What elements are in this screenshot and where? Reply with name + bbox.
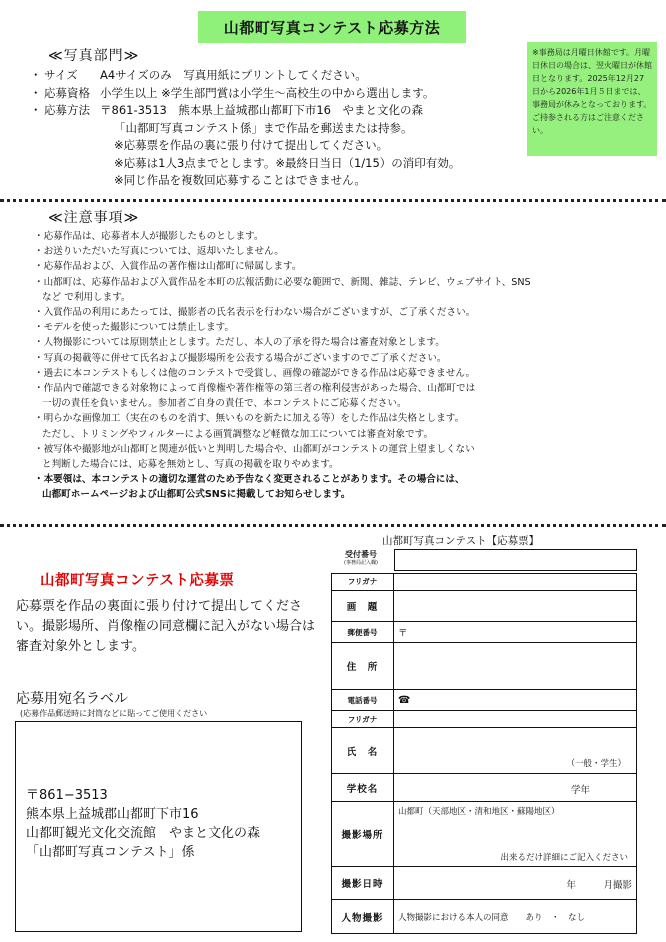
school-label: 学校名: [332, 774, 394, 801]
note-item: ・本要領は、本コンテストの適切な運営のため予告なく変更されることがあります。その場合には、: [34, 474, 465, 486]
receipt-number-label: [331, 549, 391, 567]
furigana-label: フリガナ: [332, 574, 394, 591]
person-label: 人物撮影: [332, 900, 394, 934]
dotted-divider: [0, 524, 666, 527]
address-field[interactable]: [394, 643, 637, 690]
grade-note: 学年: [570, 785, 590, 797]
zip-field[interactable]: [394, 622, 637, 643]
person-consent-field[interactable]: 人物撮影における本人の同意 あり ・ なし: [394, 900, 637, 934]
year-unit: 年: [566, 879, 576, 891]
method-continuation: ※応募票を作品の裏に張り付けて提出してください。: [114, 138, 389, 152]
note-item: 一切の責任を負いません。参加者ご自身の責任で、本コンテストにご応募ください。: [42, 398, 407, 410]
title-label: 画 題: [332, 590, 394, 621]
receipt-label-text: 受付番号: [345, 550, 377, 559]
note-item: ・人物撮影については原則禁止とします。ただし、本人の了承を得た場合は審査対象とします。: [34, 337, 445, 349]
eligibility-value: 小学生以上 ※学生部門賞は小学生～高校生の中から選出します。: [100, 85, 435, 100]
eligibility-label: 応募資格: [44, 85, 90, 100]
method-item: [30, 102, 530, 120]
note-item: ・応募作品は、応募者本人が撮影したものとします。: [34, 231, 264, 242]
location-text: 山都町（天部地区・清和地区・蘇陽地区）: [398, 806, 560, 817]
entry-form-description: 応募票を作品の裏面に張り付けて提出してください。撮影場所、肖像権の同意欄に記入がない場合は審査対象外とします。: [16, 599, 316, 654]
address-line: 〒861−3513: [26, 788, 108, 803]
category-note: （一般・学生）: [566, 759, 626, 770]
dotted-divider: [0, 199, 666, 202]
note-item: ・作品内で確認できる対象物によって肖像権や著作権等の第三者の権利侵害があった場合、山都町では: [34, 383, 476, 395]
note-item: 山都町ホームページおよび山都町公式SNSに掲載してお知らせします。: [42, 489, 351, 501]
name-label: 氏 名: [332, 728, 394, 774]
furigana-label: フリガナ: [332, 711, 394, 728]
page-title: 山都町写真コンテスト応募方法: [198, 11, 466, 43]
method-value: 〒861-3513 熊本県上益城郡山都町下市16 やまと文化の森: [100, 103, 423, 117]
photo-section-list: [30, 67, 530, 190]
date-label: 撮影日時: [332, 866, 394, 900]
title-field[interactable]: [394, 590, 637, 621]
method-continuation: 「山都町写真コンテスト係」まで作品を郵送または持参。: [114, 120, 413, 135]
note-item: ・被写体や撮影地が山都町と関連が低いと判明した場合や、山都町がコンテストの運営上望ましくない: [34, 443, 475, 455]
name-furigana-field[interactable]: [394, 711, 637, 728]
note-item: ・モデルを使った撮影については禁止します。: [34, 322, 235, 334]
eligibility-item: [30, 85, 530, 103]
mailing-address: [26, 786, 260, 862]
method-continuation: ※応募は1人3点までとします。※最終日当日（1/15）の消印有効。: [114, 155, 461, 170]
note-item: ・お送りいただいた写真については、返却いたしません。: [34, 246, 284, 258]
zip-label: 郵便番号: [332, 622, 394, 643]
size-label: サイズ: [44, 68, 78, 82]
note-item: ただし、トリミングやフィルターによる画質調整など軽微な加工については審査対象です。: [42, 428, 434, 440]
note-item: ・過去に本コンテストもしくは他のコンテストで受賞し、画像の確認ができる作品は応募できません。: [34, 367, 476, 379]
notes-section-heading: ≪注意事項≫: [48, 210, 140, 226]
name-field[interactable]: [394, 728, 637, 774]
tel-label: 電話番号: [332, 690, 394, 711]
tel-field[interactable]: [394, 690, 637, 711]
size-item: [30, 67, 530, 85]
form-caption: 山都町写真コンテスト【応募票】: [382, 535, 540, 547]
note-item: ・写真の掲載等に併せて氏名および撮影場所を公表する場合がございますのでご了承ください。: [34, 352, 447, 364]
note-item: ・山都町は、応募作品および入賞作品を本町の広報活動に必要な範囲で、新聞、雑誌、テレビ、ウェブサイト、SNS: [34, 276, 531, 288]
note-item: ・入賞作品の利用にあたっては、撮影者の氏名表示を行わない場合がございますが、ご了承ください。: [34, 307, 476, 319]
address-label-title: 応募用宛名ラベル: [16, 691, 128, 707]
entry-form-table: [331, 573, 637, 934]
note-item: ・応募作品および、入賞作品の著作権は山都町に帰属します。: [34, 261, 302, 273]
photo-section-heading: ≪写真部門≫: [48, 48, 140, 64]
phone-icon: ☎: [398, 694, 411, 706]
receipt-number-field[interactable]: [394, 549, 637, 571]
location-label: 撮影場所: [332, 801, 394, 866]
address-label-subtitle: (応募作品郵送時に封筒などに貼ってご使用ください: [20, 709, 208, 718]
note-item: など で利用します。: [42, 291, 131, 303]
entry-form-title: 山都町写真コンテスト応募票: [40, 573, 235, 589]
address-line: 「山都町写真コンテスト」係: [26, 845, 195, 860]
bullet: ・: [30, 85, 42, 100]
note-item: と判断した場合には、応募を無効とし、写真の掲載を取りやめます。: [42, 459, 339, 471]
bullet: ・: [30, 103, 42, 117]
address-line: 熊本県上益城郡山都町下市16: [26, 807, 199, 822]
zip-mark: 〒: [398, 628, 408, 640]
location-field[interactable]: [394, 801, 637, 866]
month-unit: 月撮影: [603, 879, 632, 891]
size-value: A4サイズのみ 写真用紙にプリントしてください。: [100, 68, 367, 82]
note-item: ・明らかな画像加工（実在のものを消す、無いものを新たに加える等）をした作品は失格とします。: [34, 413, 465, 425]
title-furigana-field[interactable]: [394, 574, 637, 591]
date-field[interactable]: [394, 866, 637, 900]
bullet: ・: [30, 68, 42, 82]
receipt-sub-text: (事務局記入欄): [344, 560, 378, 566]
method-continuation: ※同じ作品を複数回応募することはできません。: [114, 173, 366, 187]
method-label: 応募方法: [44, 103, 90, 117]
office-closure-notice: ※事務局は月曜日休館です。月曜日休日の場合は、翌火曜日が休館日となります。2025年12月27日から2026年1月５日までは、事務局が休みとなっております。ご持参される方はご注意ください。: [527, 42, 657, 156]
location-note: 出来るだけ詳細にご記入ください: [500, 852, 628, 863]
address-label: 住 所: [332, 643, 394, 690]
school-field[interactable]: [394, 774, 637, 801]
notes-list: [34, 229, 654, 503]
address-line: 山都町観光文化交流館 やまと文化の森: [26, 826, 261, 841]
